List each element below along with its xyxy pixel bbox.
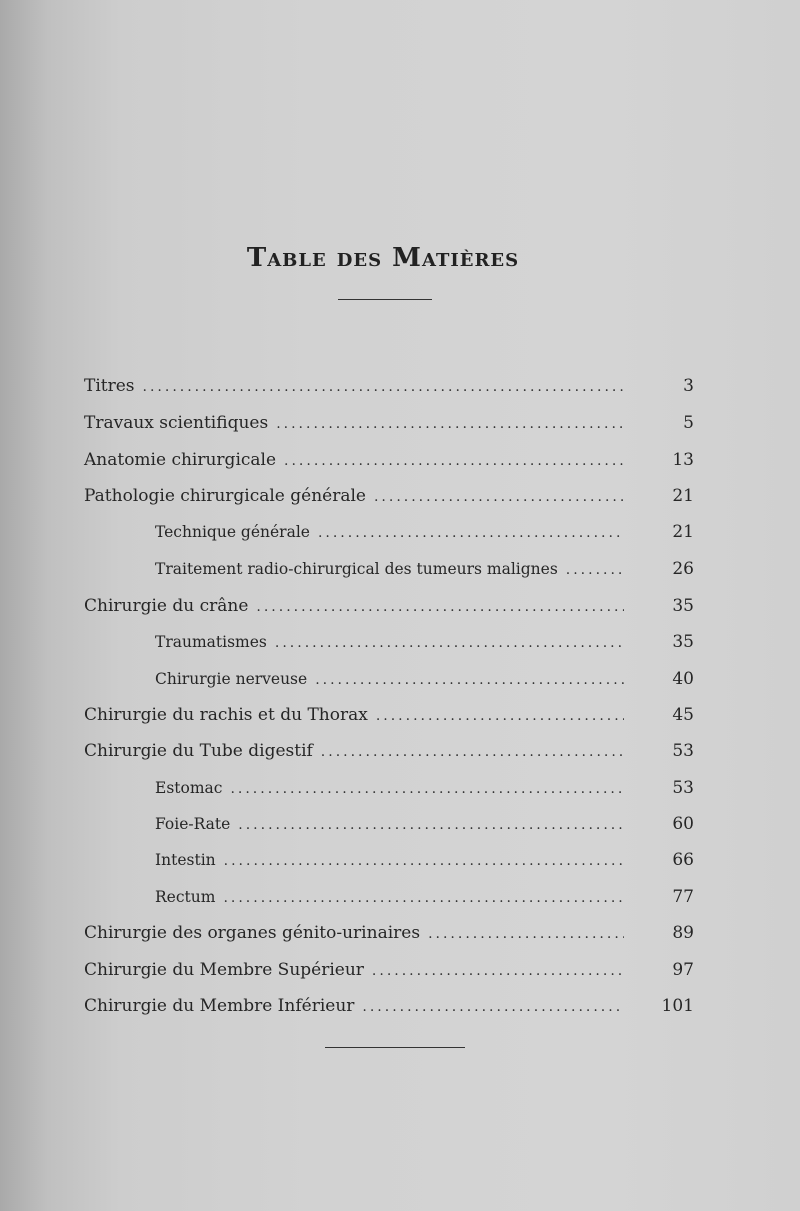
toc-entry-page: 45 [672,705,694,725]
toc-entry-label: Chirurgie du rachis et du Thorax [84,705,368,725]
leader-dots [275,630,624,656]
toc-entry-label: Traumatismes [155,633,267,651]
toc-entry-page: 5 [683,413,694,433]
leader-dots [224,848,624,874]
leader-dots [362,994,624,1020]
leader-dots [376,703,624,729]
toc-entry-page: 101 [661,996,694,1016]
toc-entry-page: 35 [672,632,694,652]
toc-entry-page: 13 [672,450,694,470]
toc-entry[interactable] [155,556,694,582]
toc-entry[interactable] [155,811,694,837]
leader-dots [318,520,624,546]
toc-entry-page: 40 [672,669,694,689]
toc-entry[interactable] [155,629,694,655]
toc-entry-label: Intestin [155,851,216,869]
toc-entry-label: Chirurgie du Tube digestif [84,741,313,761]
leader-dots [238,812,624,838]
toc-entry-label: Technique générale [155,523,310,541]
toc-entry[interactable] [84,993,694,1019]
bottom-divider [325,1047,465,1048]
toc-entry-label: Foie-Rate [155,815,231,833]
leader-dots [230,776,624,802]
toc-entry[interactable] [84,593,694,619]
toc-entry-label: Chirurgie des organes génito-urinaires [84,923,421,943]
toc-entry-page: 35 [672,596,694,616]
toc-entry-label: Travaux scientifiques [84,413,269,433]
toc-entry[interactable] [84,447,694,473]
leader-dots [223,885,624,911]
toc-entry-label: Chirurgie du crâne [84,596,249,616]
toc-entry-page: 60 [672,814,694,834]
toc-entry-page: 21 [672,522,694,542]
toc-entry[interactable] [84,738,694,764]
toc-entry-page: 26 [672,559,694,579]
toc-entry-label: Rectum [155,888,216,906]
leader-dots [321,739,624,765]
leader-dots [315,667,624,693]
toc-entry-page: 3 [683,376,694,396]
toc-entry[interactable] [155,847,694,873]
toc-entry[interactable] [84,410,694,436]
toc-entry-page: 53 [672,741,694,761]
toc-entry[interactable] [84,373,694,399]
toc-entry-page: 77 [672,887,694,907]
leader-dots [276,411,624,437]
toc-entry[interactable] [84,957,694,983]
toc-entry-page: 89 [672,923,694,943]
toc-entry-page: 53 [672,778,694,798]
leader-dots [428,921,624,947]
toc-entry[interactable] [84,483,694,509]
toc-entry[interactable] [155,884,694,910]
toc-entry-page: 21 [672,486,694,506]
toc-entry-label: Estomac [155,779,223,797]
toc-entry[interactable] [155,666,694,692]
toc-entry[interactable] [155,775,694,801]
toc-entry-label: Titres [84,376,135,396]
leader-dots [284,448,624,474]
page-title: Table des Matières [246,243,520,273]
leader-dots [256,594,624,620]
toc-entry[interactable] [155,519,694,545]
leader-dots [143,374,624,400]
leader-dots [374,484,624,510]
toc-entry-label: Anatomie chirurgicale [84,450,277,470]
toc-entry[interactable] [84,920,694,946]
leader-dots [372,958,624,984]
toc-entry-label: Pathologie chirurgicale générale [84,486,366,506]
toc-entry-page: 97 [672,960,694,980]
toc-entry-page: 66 [672,850,694,870]
toc-entry-label: Traitement radio-chirurgical des tumeurs malignes [155,560,558,578]
toc-entry[interactable] [84,702,694,728]
leader-dots [566,557,624,583]
toc-entry-label: Chirurgie du Membre Inférieur [84,996,355,1016]
toc-entry-label: Chirurgie nerveuse [155,670,308,688]
toc-entry-label: Chirurgie du Membre Supérieur [84,960,364,980]
